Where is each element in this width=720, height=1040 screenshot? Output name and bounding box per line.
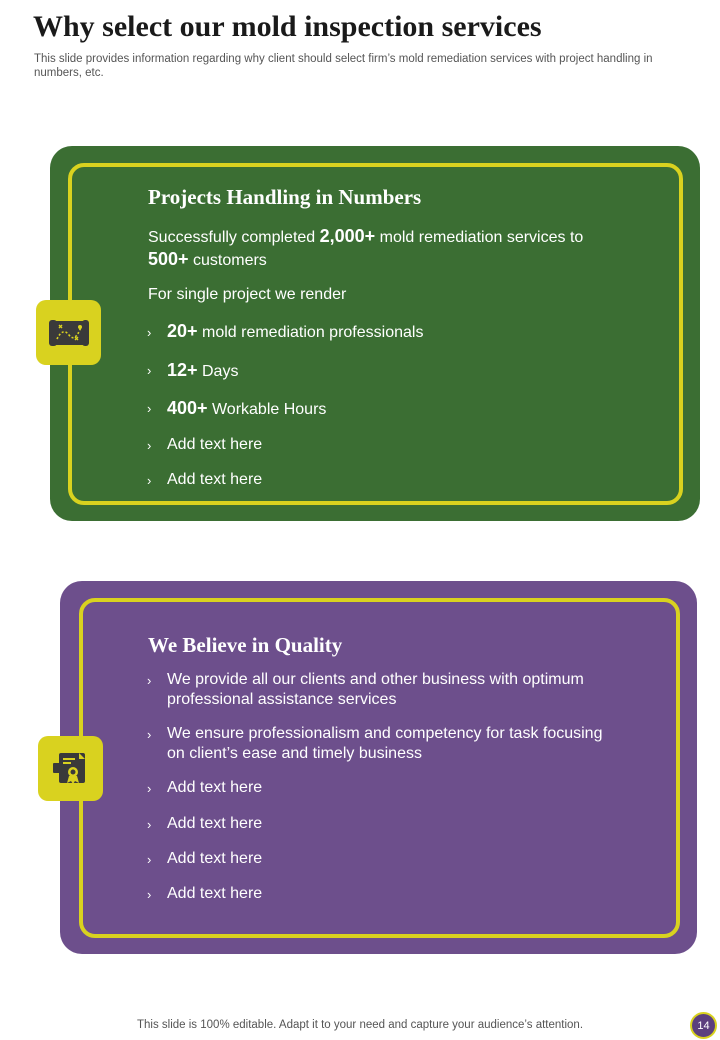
quality-item: Add text here xyxy=(167,885,263,902)
projects-item: 400+ Workable Hours xyxy=(167,398,327,418)
quality-item: Add text here xyxy=(167,850,263,867)
chevron-right-icon: › xyxy=(147,887,152,902)
quality-heading: We Believe in Quality xyxy=(148,633,343,657)
chevron-right-icon: › xyxy=(147,781,152,796)
projects-render-line: For single project we render xyxy=(148,286,347,303)
projects-item: 20+ mold remediation professionals xyxy=(167,321,424,341)
chevron-right-icon: › xyxy=(147,817,152,832)
projects-badge xyxy=(36,300,101,365)
projects-item: Add text here xyxy=(167,436,263,453)
projects-item: Add text here xyxy=(167,471,263,488)
chevron-right-icon: › xyxy=(147,673,152,688)
projects-intro-line2: 500+ customers xyxy=(148,249,267,269)
projects-heading: Projects Handling in Numbers xyxy=(148,185,422,209)
footer-note: This slide is 100% editable. Adapt it to your need and capture your audience’s attention. xyxy=(136,1019,584,1031)
certificate-icon xyxy=(53,751,89,787)
quality-item: Add text here xyxy=(167,815,263,832)
projects-intro-line1: Successfully completed 2,000+ mold remediation services to xyxy=(148,226,584,246)
chevron-right-icon: › xyxy=(147,363,152,378)
quality-badge xyxy=(38,736,103,801)
chevron-right-icon: › xyxy=(147,401,152,416)
page-number: 14 xyxy=(690,1012,717,1039)
map-route-icon xyxy=(49,317,89,349)
projects-item: 12+ Days xyxy=(167,360,239,380)
quality-item: We ensure professionalism and competency for task focusing on client’s ease and timely business xyxy=(167,725,603,762)
chevron-right-icon: › xyxy=(147,473,152,488)
chevron-right-icon: › xyxy=(147,852,152,867)
page-subtitle: This slide provides information regarding why client should select firm’s mold remediation services with project handling in numbers, etc. xyxy=(34,53,653,79)
quality-item: We provide all our clients and other business with optimum professional assistance services xyxy=(167,671,584,708)
chevron-right-icon: › xyxy=(147,325,152,340)
quality-item: Add text here xyxy=(167,779,263,796)
page-title: Why select our mold inspection services xyxy=(33,10,542,43)
chevron-right-icon: › xyxy=(147,438,152,453)
chevron-right-icon: › xyxy=(147,727,152,742)
